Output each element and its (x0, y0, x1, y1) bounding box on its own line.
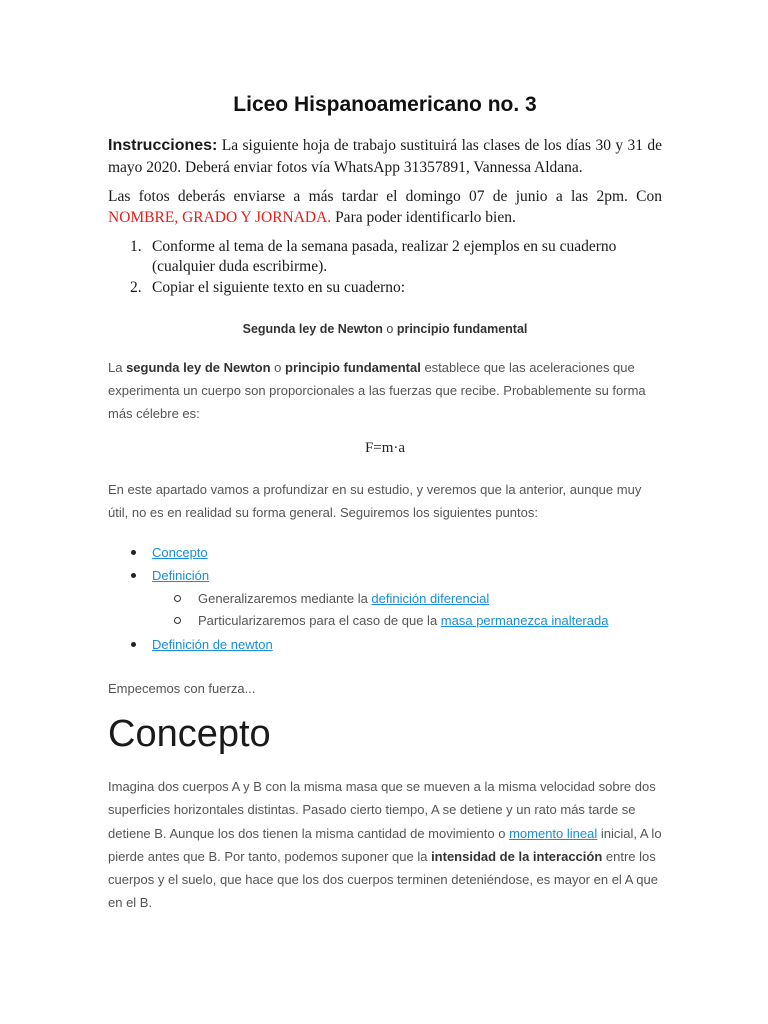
outline-sublist (108, 589, 662, 633)
intro-bold1: segunda ley de Newton (126, 360, 271, 375)
concept-text2: inicial, A lo pierde antes que B. Por tanto, podemos suponer que la (108, 825, 662, 864)
document-title: Liceo Hispanoamericano no. 3 (233, 93, 537, 116)
sub1-text: Generalizaremos mediante la (198, 591, 372, 606)
instructions-paragraph (108, 135, 662, 179)
list-number: 2. (130, 279, 142, 296)
link-concepto[interactable]: Concepto (152, 545, 208, 560)
intro2-paragraph: En este apartado vamos a profundizar en su estudio, y veremos que la anterior, aunque muy útil, no es en realidad su forma general. Seguiremos los siguientes puntos: (108, 482, 642, 520)
link-definicion-newton[interactable]: Definición de newton (152, 637, 273, 652)
sub2-text: Particularizaremos para el caso de que la (198, 613, 441, 628)
link-definicion[interactable]: Definición (152, 568, 210, 583)
empecemos-text: Empecemos con fuerza... (108, 681, 256, 696)
concept-paragraph (108, 775, 662, 915)
instructions-label: Instrucciones: (108, 137, 218, 154)
list-number: 1. (130, 238, 142, 255)
formula: F=m·a (364, 440, 406, 456)
intro-connector: o (270, 360, 286, 375)
link-definicion-diferencial[interactable]: definición diferencial (371, 591, 490, 606)
article-subheading (108, 322, 662, 336)
bullet-icon (131, 573, 136, 578)
link-momento-lineal[interactable]: momento lineal (509, 825, 598, 841)
list-item (108, 543, 662, 566)
list-item-text: Copiar el siguiente texto en su cuaderno: (152, 279, 406, 296)
list-item (108, 589, 662, 611)
outline-list (108, 543, 662, 658)
subheading-part1: Segunda ley de Newton (242, 322, 383, 336)
sub-list-container (108, 589, 662, 633)
section-heading: Concepto (108, 713, 271, 755)
bullet-icon (131, 642, 136, 647)
photos-paragraph (108, 186, 662, 228)
circle-bullet-icon (174, 617, 181, 624)
concept-text3: entre los cuerpos y el suelo, que hace que los dos cuerpos terminen deteniéndose, es mayor en el A que en el B. (108, 848, 658, 911)
list-item (108, 237, 662, 277)
concept-bold: intensidad de la interacción (431, 848, 603, 864)
photos-highlight: NOMBRE, GRADO Y JORNADA. (108, 209, 332, 226)
subheading-part2: principio fundamental (396, 322, 528, 336)
concept-text1: Imagina dos cuerpos A y B con la misma masa que se mueven a la misma velocidad sobre dos superficies horizontales distintas. Pasado cierto tiempo, A se detiene y un rato más tarde se detiene B. Aunque los dos tienen la misma cantidad de movimiento o (108, 779, 656, 841)
list-item (108, 278, 662, 298)
instructions-text: La siguiente hoja de trabajo sustituirá las clases de los días 30 y 31 de mayo 2020. Deberá enviar fotos vía WhatsApp 31357891, Vannessa Aldana. (108, 137, 662, 176)
intro-prefix: La (108, 360, 127, 375)
list-item-text: Conforme al tema de la semana pasada, realizar 2 ejemplos en su cuaderno (cualquier duda escribirme). (152, 238, 617, 275)
list-item (108, 611, 662, 633)
intro-rest: establece que las aceleraciones que experimenta un cuerpo son proporcionales a las fuerzas que recibe. Probablemente su forma más célebre es: (108, 360, 646, 421)
link-masa-permanezca[interactable]: masa permanezca inalterada (440, 613, 609, 628)
circle-bullet-icon (174, 595, 181, 602)
intro-paragraph (108, 356, 662, 425)
photos-text-before: Las fotos deberás enviarse a más tardar el domingo 07 de junio a las 2pm. Con (108, 188, 662, 205)
subheading-connector: o (382, 322, 397, 336)
intro-bold2: principio fundamental (285, 360, 421, 375)
list-item (108, 566, 662, 589)
task-list (108, 237, 662, 299)
photos-text-after: Para poder identificarlo bien. (331, 209, 516, 226)
bullet-icon (131, 550, 136, 555)
list-item (108, 635, 662, 658)
